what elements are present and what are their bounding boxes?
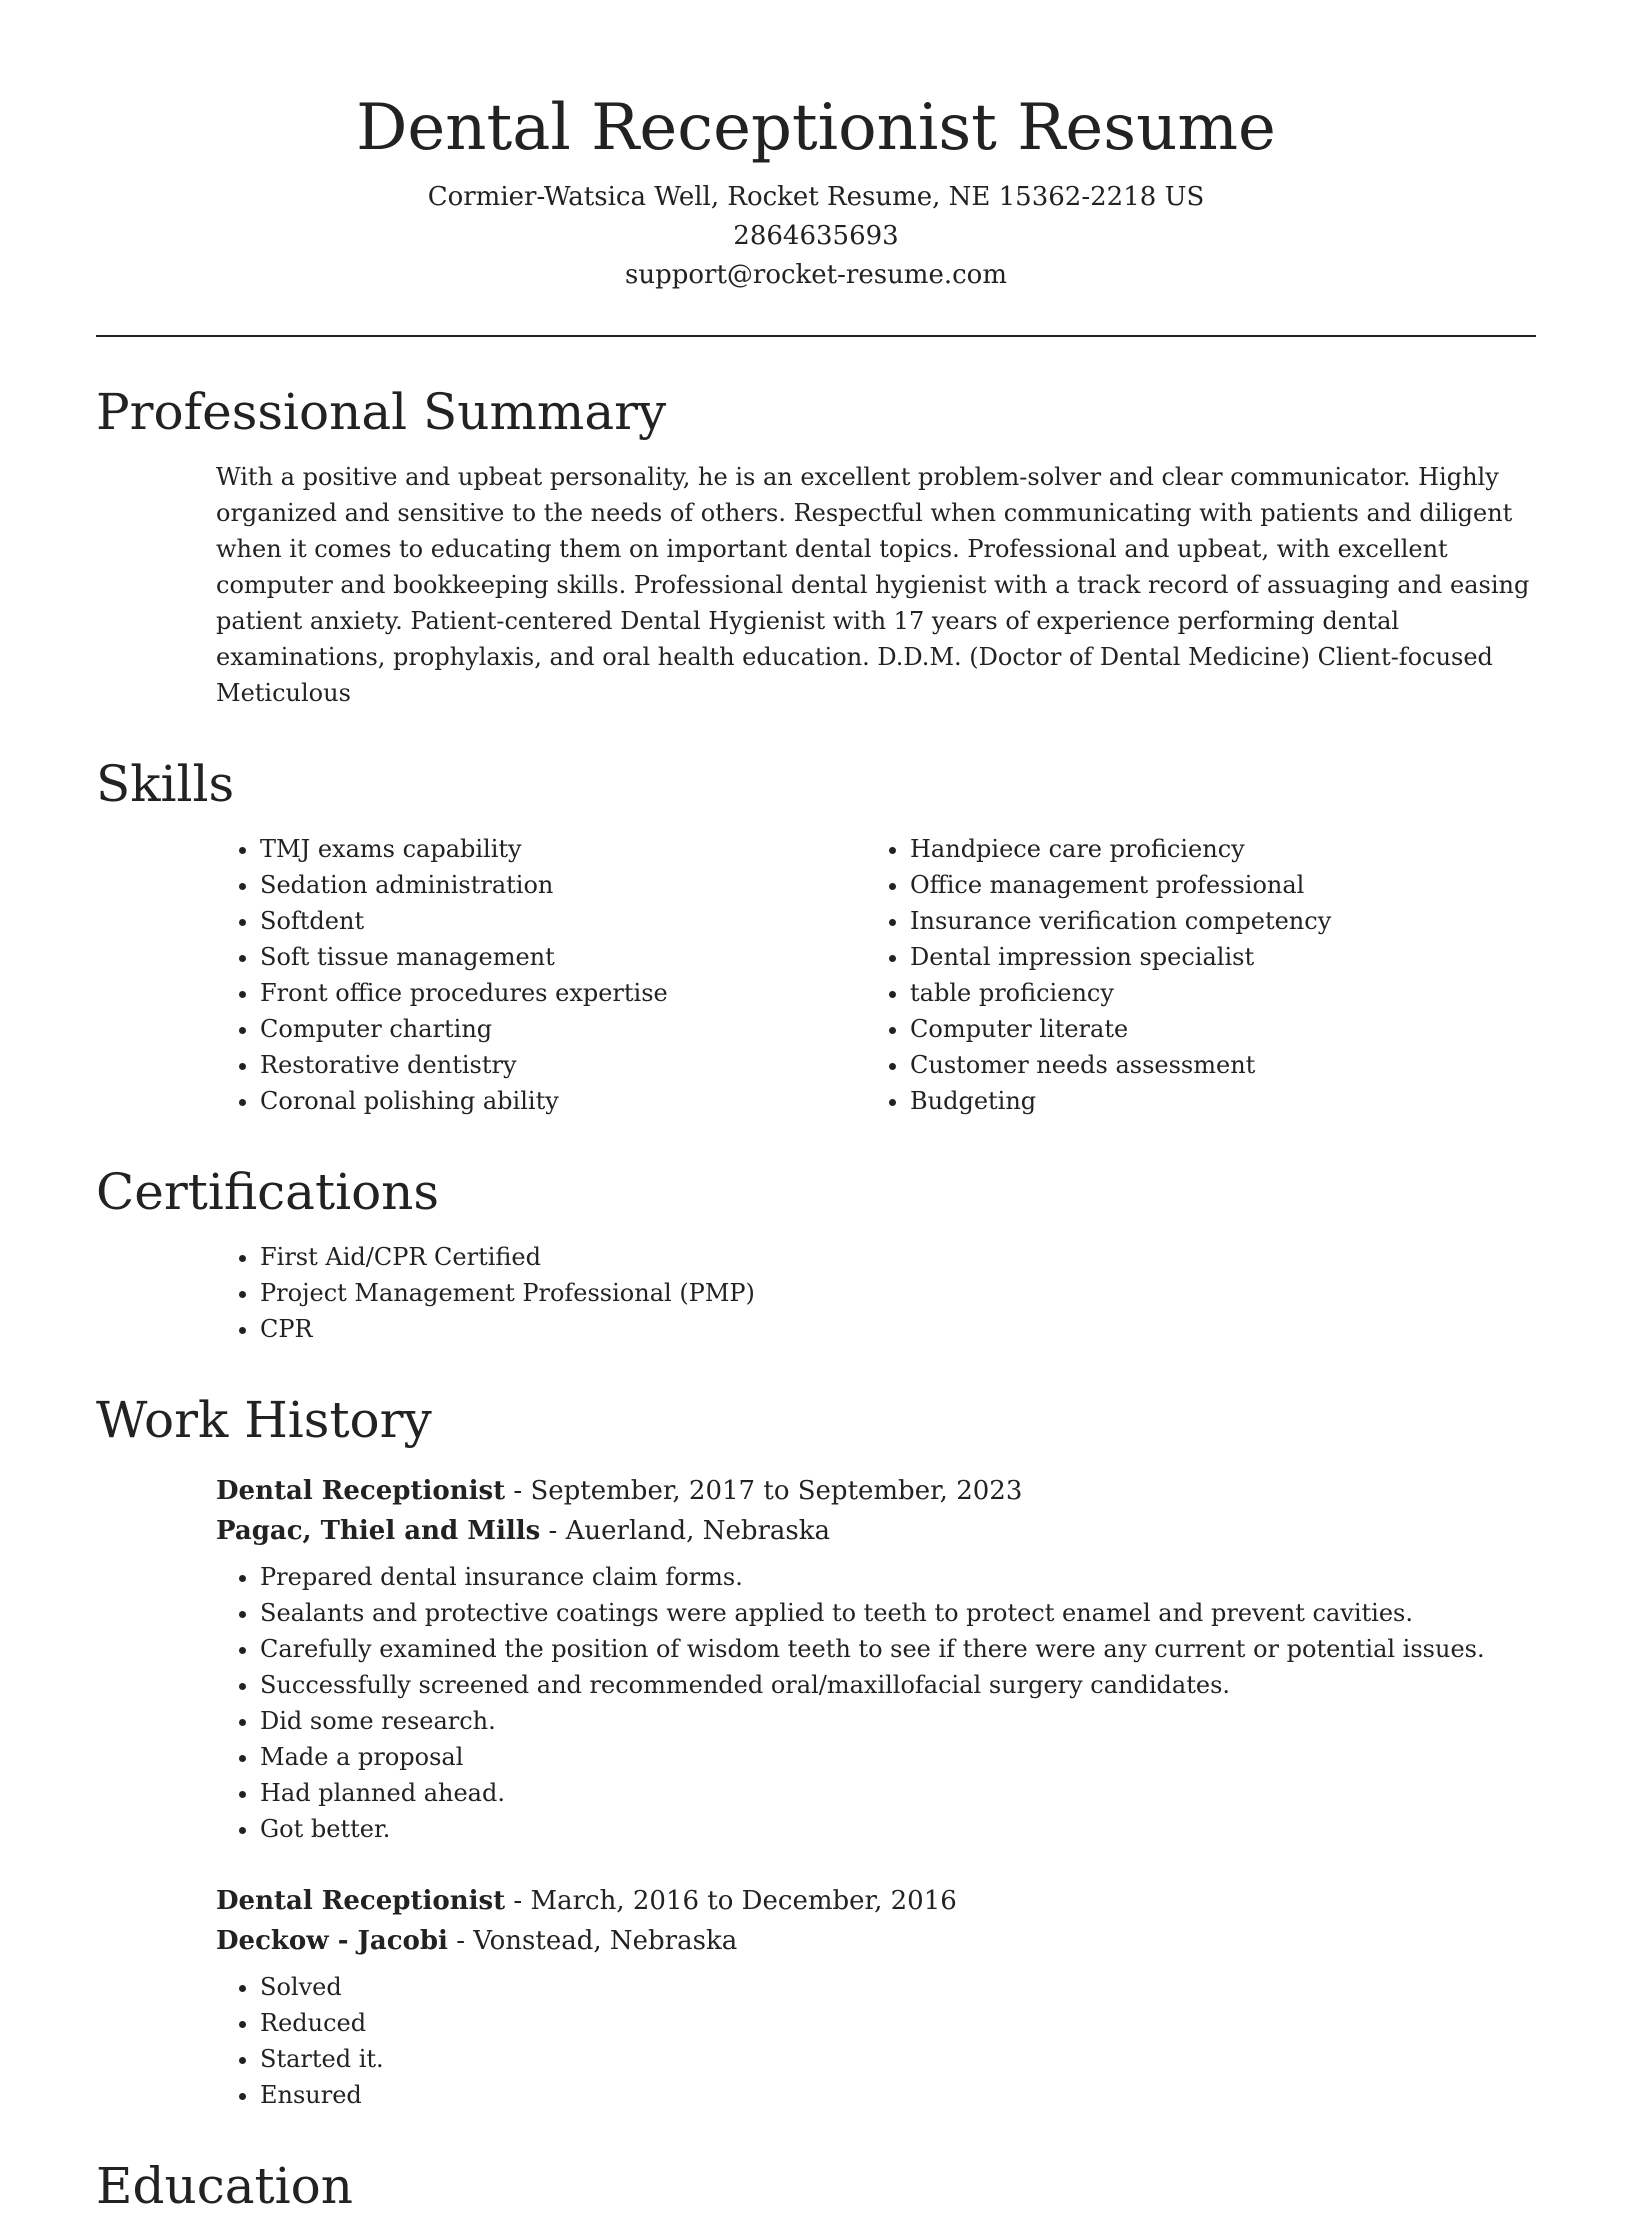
skill-item: • Computer charting <box>260 1011 746 1047</box>
certification-item: • CPR <box>260 1311 1536 1347</box>
resume-page <box>96 0 1536 2221</box>
job-duty: • Had planned ahead. <box>260 1775 1536 1811</box>
skill-item: • Budgeting <box>910 1083 1331 1119</box>
education-heading: Education <box>96 2157 353 2215</box>
job-duty: • Ensured <box>260 2077 1536 2113</box>
work-history-heading: Work History <box>96 1391 432 1449</box>
skill-item: • Insurance verification competency <box>910 903 1331 939</box>
job-company: Deckow - Jacobi <box>216 1926 448 1956</box>
skill-item: • Handpiece care proficiency <box>910 831 1331 867</box>
resume-title: Dental Receptionist Resume <box>356 91 1276 165</box>
job-entry <box>96 1881 1536 2113</box>
job-duty: • Made a proposal <box>260 1739 1536 1775</box>
certification-item: • Project Management Professional (PMP) <box>260 1275 1536 1311</box>
summary-heading: Professional Summary <box>96 383 667 441</box>
education-section <box>96 2151 1536 2221</box>
work-history-section <box>96 1385 1536 2113</box>
skill-item: • Coronal polishing ability <box>260 1083 746 1119</box>
job-dates: March, 2016 to December, 2016 <box>530 1886 957 1916</box>
job-duty: • Did some research. <box>260 1703 1536 1739</box>
job-duty: • Reduced <box>260 2005 1536 2041</box>
job-duty: • Carefully examined the position of wisdom teeth to see if there were any current or potential issues. <box>260 1631 1536 1667</box>
skill-item: • Restorative dentistry <box>260 1047 746 1083</box>
certifications-heading: Certifications <box>96 1163 440 1221</box>
job-title-line: Dental Receptionist - March, 2016 to December, 2016 <box>216 1886 957 1916</box>
job-duty: • Got better. <box>260 1811 1536 1847</box>
skills-section <box>96 749 1536 1119</box>
skills-heading: Skills <box>96 755 235 813</box>
skill-item: • Office management professional <box>910 867 1331 903</box>
contact-info <box>96 178 1536 295</box>
certification-item: • First Aid/CPR Certified <box>260 1239 1536 1275</box>
job-duty: • Started it. <box>260 2041 1536 2077</box>
job-location: Auerland, Nebraska <box>565 1516 831 1546</box>
contact-address: Cormier-Watsica Well, Rocket Resume, NE 15362-2218 US <box>427 182 1205 212</box>
job-company: Pagac, Thiel and Mills <box>216 1516 541 1546</box>
job-dates: September, 2017 to September, 2023 <box>530 1476 1023 1506</box>
job-duties-list <box>96 1559 1536 1847</box>
skill-item: • Computer literate <box>910 1011 1331 1047</box>
contact-email: support@rocket-resume.com <box>624 260 1007 290</box>
skill-item: • table proficiency <box>910 975 1331 1011</box>
job-title-line: Dental Receptionist - September, 2017 to September, 2023 <box>216 1476 1023 1506</box>
resume-header <box>96 0 1536 337</box>
job-duty: • Solved <box>260 1969 1536 2005</box>
skill-item: • TMJ exams capability <box>260 831 746 867</box>
summary-section <box>96 377 1536 711</box>
skill-item: • Softdent <box>260 903 746 939</box>
job-company-line: Pagac, Thiel and Mills - Auerland, Nebraska <box>216 1516 831 1546</box>
skill-item: • Sedation administration <box>260 867 746 903</box>
job-company-line: Deckow - Jacobi - Vonstead, Nebraska <box>216 1926 738 1956</box>
contact-phone: 2864635693 <box>733 221 899 251</box>
skill-item: • Front office procedures expertise <box>260 975 746 1011</box>
skill-item: • Soft tissue management <box>260 939 746 975</box>
job-location: Vonstead, Nebraska <box>473 1926 738 1956</box>
skills-list-right <box>746 831 1331 1119</box>
certifications-section <box>96 1157 1536 1347</box>
job-duty: • Successfully screened and recommended oral/maxillofacial surgery candidates. <box>260 1667 1536 1703</box>
job-title: Dental Receptionist <box>216 1476 506 1506</box>
certifications-list <box>96 1239 1536 1347</box>
job-duty: • Prepared dental insurance claim forms. <box>260 1559 1536 1595</box>
job-duties-list <box>96 1969 1536 2113</box>
skills-list-left <box>96 831 746 1119</box>
skill-item: • Customer needs assessment <box>910 1047 1331 1083</box>
skills-columns <box>96 831 1536 1119</box>
skill-item: • Dental impression specialist <box>910 939 1331 975</box>
job-duty: • Sealants and protective coatings were applied to teeth to protect enamel and prevent cavities. <box>260 1595 1536 1631</box>
summary-text: With a positive and upbeat personality, he is an excellent problem-solver and clear communicator. Highly organized and sensitive to the needs of others. Respectful when communicating with patients and diligent when it comes to educating them on important dental topics. Professional and upbeat, with excellent computer and bookkeeping skills. Professional dental hygienist with a track record of assuaging and easing patient anxiety. Patient-centered Dental Hygienist with 17 years of experience performing dental examinations, prophylaxis, and oral health education. D.D.M. (Doctor of Dental Medicine) Client-focused Meticulous <box>216 463 1530 707</box>
job-entry <box>96 1471 1536 1847</box>
job-title: Dental Receptionist <box>216 1886 506 1916</box>
header-divider <box>96 335 1536 337</box>
